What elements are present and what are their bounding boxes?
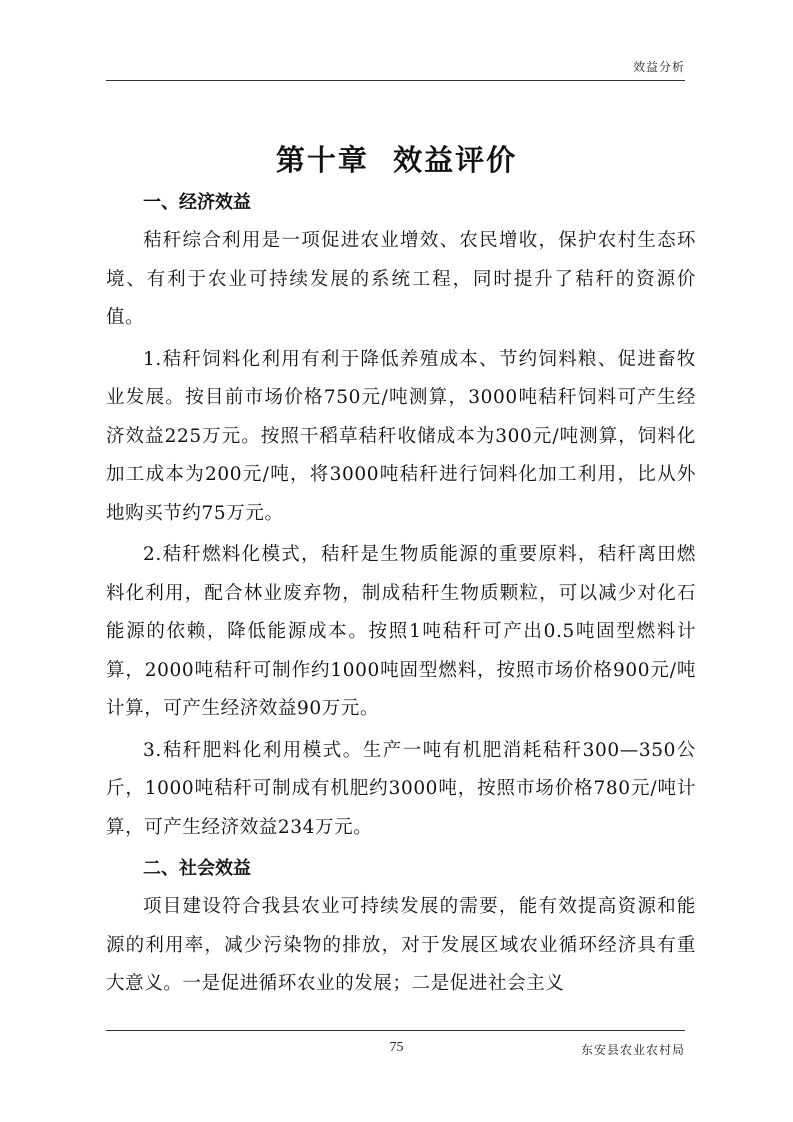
section-heading-economic: 一、经济效益	[143, 192, 251, 213]
paragraph: 3.秸秆肥料化利用模式。生产一吨有机肥消耗秸秆300—350公斤，1000吨秸秆可制成有机肥约3000吨，按照市场价格780元/吨计算，可产生经济效益234万元。	[106, 739, 696, 838]
footer-divider	[106, 1030, 685, 1031]
header-divider	[106, 80, 685, 81]
paragraph: 2.秸秆燃料化模式，秸秆是生物质能源的重要原料，秸秆离田燃料化利用，配合林业废弃物，制成秸秆生物质颗粒，可以减少对化石能源的依赖，降低能源成本。按照1吨秸秆可产出0.5吨固型燃料计算，2000吨秸秆可制作约1000吨固型燃料，按照市场价格900元/吨计算，可产生经济效益90万元。	[106, 544, 696, 719]
paragraph: 1.秸秆饲料化利用有利于降低养殖成本、节约饲料粮、促进畜牧业发展。按目前市场价格750元/吨测算，3000吨秸秆饲料可产生经济效益225万元。按照干稻草秸秆收储成本为300元/吨测算，饲料化加工成本为200元/吨，将3000吨秸秆进行饲料化加工利用，比从外地购买节约75万元。	[106, 348, 696, 524]
running-header: 效益分析	[632, 60, 685, 74]
footer-organization: 东安县农业农村局	[580, 1043, 685, 1057]
body-text	[106, 184, 696, 1004]
page-number: 75	[389, 1040, 404, 1055]
chapter-title: 第十章 效益评价	[275, 143, 518, 177]
section-heading-social: 二、社会效益	[143, 858, 251, 879]
paragraph: 秸秆综合利用是一项促进农业增效、农民增收，保护农村生态环境、有利于农业可持续发展的系统工程，同时提升了秸秆的资源价值。	[106, 230, 696, 328]
paragraph: 项目建设符合我县农业可持续发展的需要，能有效提高资源和能源的利用率，减少污染物的排放，对于发展区域农业循环经济具有重大意义。一是促进循环农业的发展；二是促进社会主义	[106, 896, 696, 994]
